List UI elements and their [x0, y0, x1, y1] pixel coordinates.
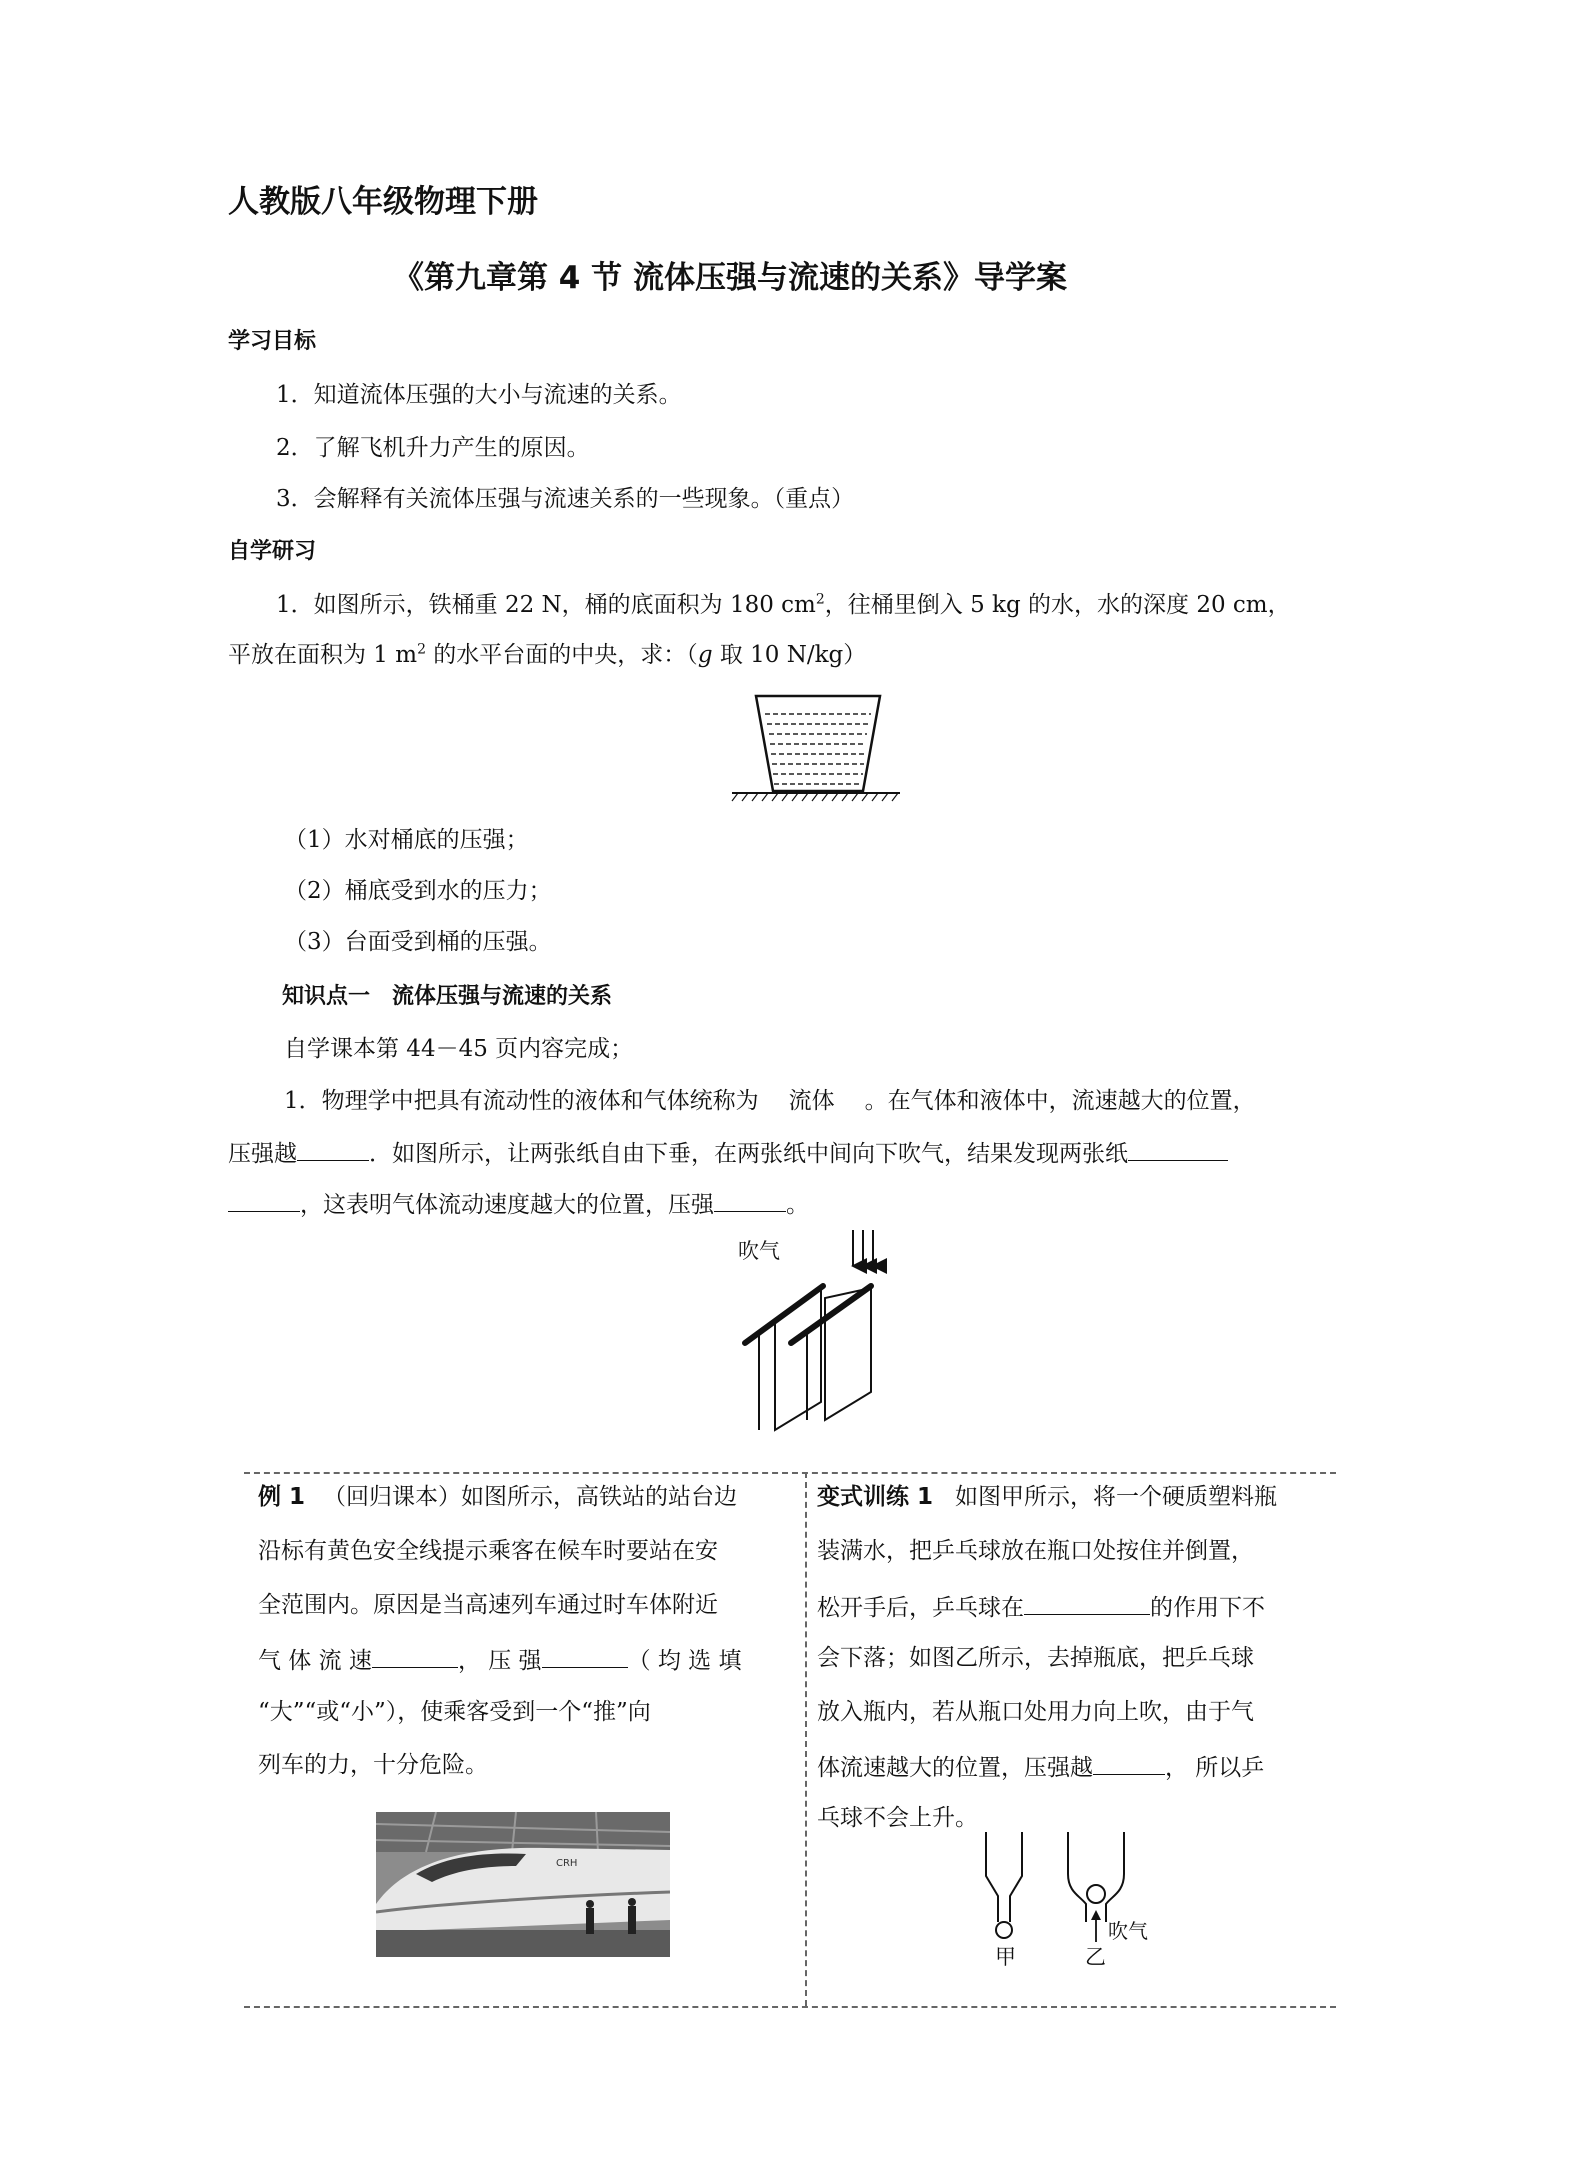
sub-question: （1）水对桶底的压强；: [284, 827, 529, 853]
sub-question: （2）桶底受到水的压力；: [284, 878, 552, 904]
train-logo-text: CRH: [556, 1858, 578, 1869]
bucket-figure: [728, 690, 904, 805]
objective-item: 1．知道流体压强的大小与流速的关系。: [276, 382, 682, 408]
objective-item: 2．了解飞机升力产生的原因。: [276, 435, 590, 461]
variant-1-line-1: 变式训练 1 如图甲所示，将一个硬质塑料瓶: [817, 1484, 1278, 1510]
self-study-heading: 自学研习: [228, 539, 317, 564]
answer-blank[interactable]: [542, 1643, 628, 1668]
knowledge-heading: 知识点一 流体压强与流速的关系: [282, 984, 613, 1009]
variant-1-line-5: 放入瓶内，若从瓶口处用力向上吹，由于气: [817, 1699, 1254, 1725]
example-1-line-3: 全范围内。原因是当高速列车通过时车体附近: [258, 1592, 718, 1618]
knowledge-intro: 自学课本第 44－45 页内容完成；: [284, 1036, 634, 1062]
knowledge-line-2: 压强越 ．如图所示，让两张纸自由下垂，在两张纸中间向下吹气，结果发现两张纸: [228, 1136, 1228, 1169]
frame-top-border: [244, 1472, 1336, 1474]
variant-1-line-2: 装满水，把乒乓球放在瓶口处按住并倒置，: [817, 1538, 1254, 1564]
example-1-line-5: “大”“或“小”），使乘客受到一个“推”向: [258, 1699, 651, 1725]
answer-blank[interactable]: [1128, 1136, 1228, 1161]
variant-1-line-6: 体流速越大的位置，压强越 ， 所以乒: [817, 1750, 1264, 1783]
page-title: 《第九章第 4 节 流体压强与流速的关系》导学案: [393, 260, 1067, 296]
objectives-heading: 学习目标: [228, 329, 317, 354]
sub-question: （3）台面受到桶的压强。: [284, 929, 552, 955]
knowledge-line-3: ，这表明气体流动速度越大的位置，压强 。: [228, 1187, 809, 1220]
answer-blank[interactable]: [1093, 1750, 1165, 1775]
answer-blank[interactable]: [228, 1187, 300, 1212]
figure-label-blow: 吹气: [1108, 1919, 1148, 1943]
question-1-line-2: 平放在面积为 1 $m^2$ 的水平台面的中央，求：（g 取 10 N/kg）: [228, 641, 867, 668]
answer-blank[interactable]: [714, 1187, 786, 1212]
example-1-line-1: 例 1 （回归课本）如图所示，高铁站的站台边: [258, 1484, 738, 1510]
variant-1-line-7: 乓球不会上升。: [817, 1805, 978, 1831]
objective-item: 3．会解释有关流体压强与流速关系的一些现象。（重点）: [276, 486, 855, 512]
frame-bottom-border: [244, 2006, 1336, 2008]
figure-label-yi: 乙: [1085, 1945, 1106, 1969]
example-1-line-4: 气 体 流 速 ， 压 强 （ 均 选 填: [258, 1643, 742, 1676]
answer-blank[interactable]: [297, 1136, 369, 1161]
variant-1-line-3: 松开手后，乒乓球在 的作用下不: [817, 1590, 1265, 1623]
figure-label-jia: 甲: [995, 1945, 1016, 1969]
example-1-line-6: 列车的力，十分危险。: [258, 1752, 488, 1778]
answer-blank[interactable]: [372, 1643, 458, 1668]
knowledge-line-1: 1．物理学中把具有流动性的液体和气体统称为 流体 。在气体和液体中，流速越大的位置，: [284, 1088, 1256, 1114]
frame-divider: [805, 1472, 807, 2006]
series-title: 人教版八年级物理下册: [228, 184, 538, 220]
answer-blank[interactable]: [1024, 1590, 1150, 1615]
example-1-line-2: 沿标有黄色安全线提示乘客在候车时要站在安: [258, 1538, 718, 1564]
variant-1-line-4: 会下落；如图乙所示，去掉瓶底，把乒乓球: [817, 1645, 1254, 1671]
train-photo: [376, 1812, 670, 1957]
paper-blowing-figure: [735, 1228, 895, 1438]
blow-label: 吹气: [738, 1239, 780, 1263]
question-1-line-1: 1．如图所示，铁桶重 22 N，桶的底面积为 180 $cm^2$，往桶里倒入 5 kg 的水，水的深度 20 cm，: [276, 591, 1291, 618]
